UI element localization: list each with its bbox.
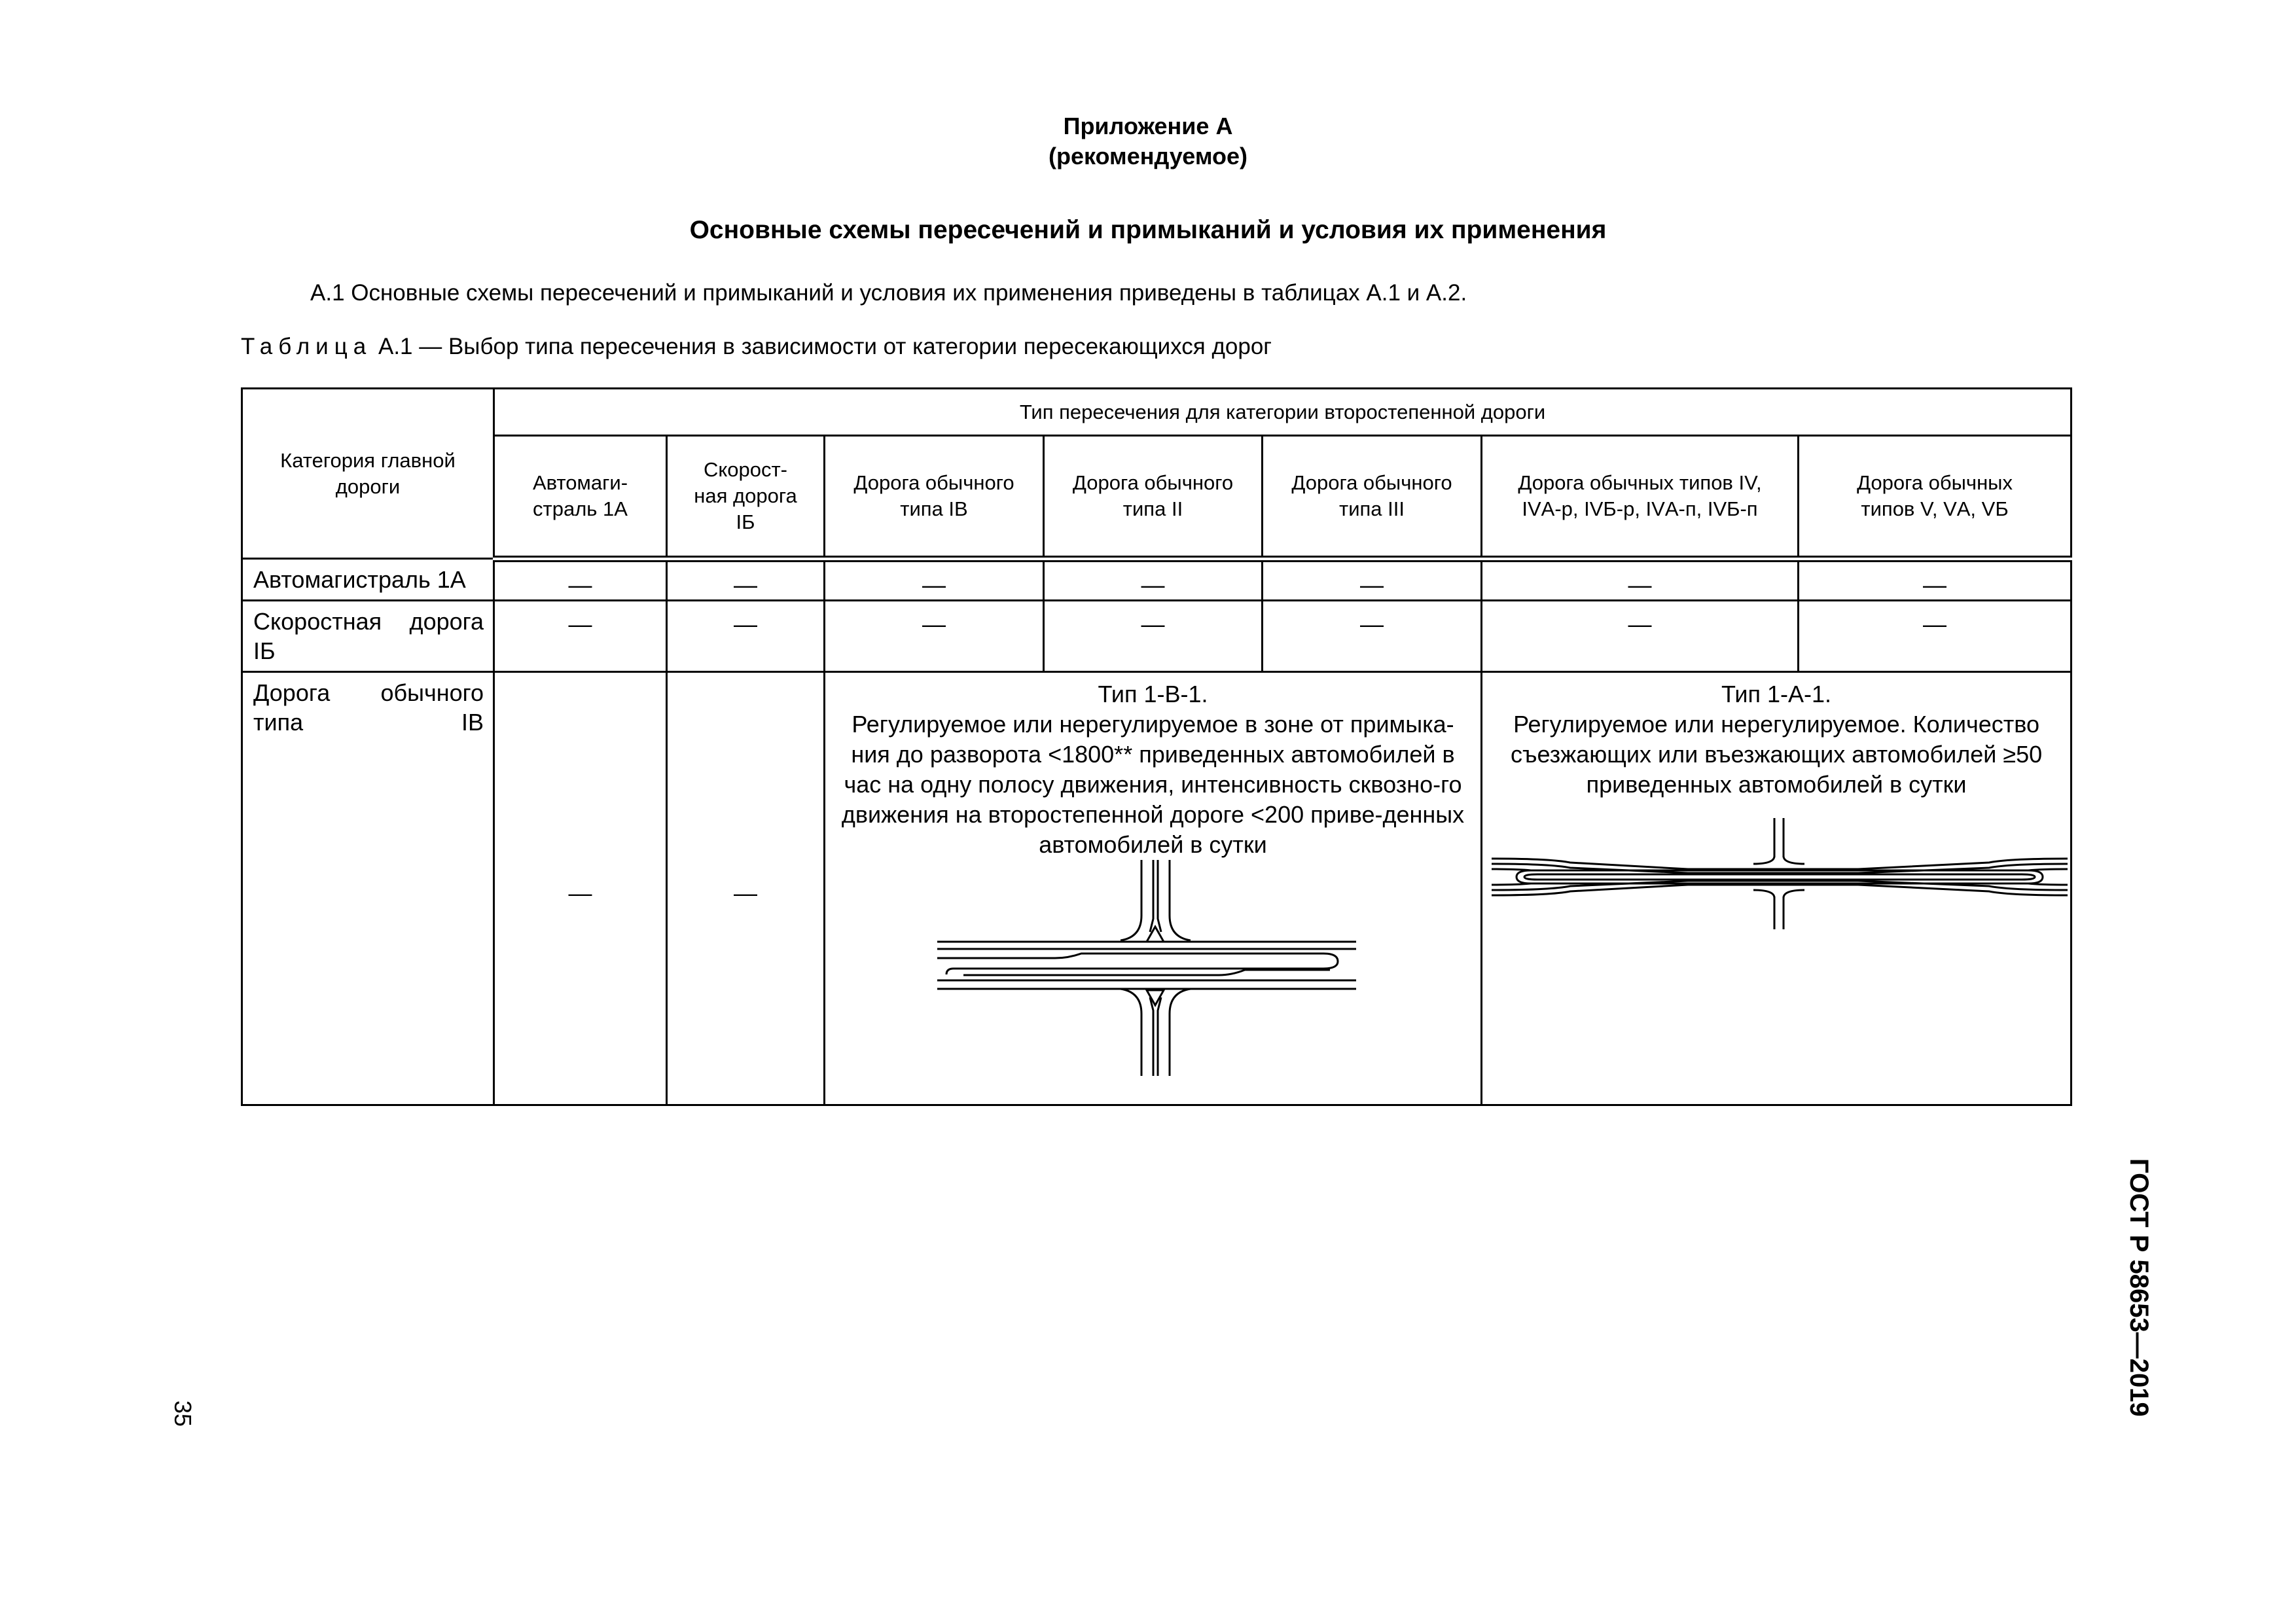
dash-cell: — <box>494 672 667 1105</box>
page-number: 35 <box>170 1400 196 1427</box>
scheme-cell-1-a-1 <box>1482 672 2072 1105</box>
scheme-description: Регулируемое или нерегулируемое. Количество съезжающих или въезжающих автомобилей ≥50 приведенных автомобилей в сутки <box>1510 711 2043 798</box>
dash-cell: — <box>1044 559 1263 601</box>
scheme-description: Регулируемое или нерегулируемое в зоне от примыка-ния до разворота <1800** приведенных автомобилей в час на одну полосу движения, интенсивность сквозно-го движения на второстепенной дороге <200 приве-денных автомобилей в сутки <box>841 711 1465 858</box>
row-header: Категория главной дороги <box>242 389 494 559</box>
column-header: Дорога обычного типа II <box>1044 436 1263 559</box>
group-header: Тип пересечения для категории второстепенной дороги <box>494 389 2072 436</box>
appendix-title: Приложение А <box>1063 113 1233 139</box>
dash-cell: — <box>667 672 825 1105</box>
column-header: Автомаги-страль 1А <box>494 436 667 559</box>
intersection-table <box>241 387 2072 1106</box>
standard-designation: ГОСТ Р 58653—2019 <box>2125 1158 2153 1417</box>
table-caption <box>241 334 1272 360</box>
table-caption-text: А.1 — Выбор типа пересечения в зависимости от категории пересекающихся дорог <box>378 334 1272 359</box>
table-row <box>242 601 2072 672</box>
column-header: Дорога обычных типов IV, IVА-р, IVБ-р, IVА-п, IVБ-п <box>1482 436 1799 559</box>
dash-cell: — <box>825 601 1044 672</box>
dash-cell: — <box>1263 601 1482 672</box>
dash-cell: — <box>1482 559 1799 601</box>
row-label: Скоростная дорога IБ <box>242 601 494 672</box>
dash-cell: — <box>1799 601 2072 672</box>
column-header: Дорога обычных типов V, VА, VБ <box>1799 436 2072 559</box>
dash-cell: — <box>667 601 825 672</box>
scheme-1-a-1-diagram <box>1492 818 2068 936</box>
scheme-title: Тип 1-А-1. <box>1721 681 1832 707</box>
column-header: Дорога обычного типа III <box>1263 436 1482 559</box>
dash-cell: — <box>1263 559 1482 601</box>
table-row <box>242 559 2072 601</box>
row-label: Дорога обычного типа IВ <box>242 672 494 1105</box>
dash-cell: — <box>494 601 667 672</box>
appendix-heading <box>0 111 2296 171</box>
section-title: Основные схемы пересечений и примыканий и условия их применения <box>689 216 1607 244</box>
appendix-status: (рекомендуемое) <box>1049 143 1247 169</box>
dash-cell: — <box>667 559 825 601</box>
table-caption-label: Таблица <box>241 334 372 359</box>
column-header: Скорост-ная дорога IБ <box>667 436 825 559</box>
column-header: Дорога обычного типа IВ <box>825 436 1044 559</box>
row-label: Автомагистраль 1А <box>242 559 494 601</box>
table-row <box>242 672 2072 1105</box>
dash-cell: — <box>1799 559 2072 601</box>
dash-cell: — <box>1482 601 1799 672</box>
intro-paragraph: А.1 Основные схемы пересечений и примыканий и условия их применения приведены в таблицах А.1 и А.2. <box>310 280 1467 306</box>
dash-cell: — <box>1044 601 1263 672</box>
scheme-1-v-1-diagram <box>937 860 1369 1076</box>
scheme-title: Тип 1-В-1. <box>1098 681 1208 707</box>
dash-cell: — <box>825 559 1044 601</box>
scheme-cell-1-v-1 <box>825 672 1482 1105</box>
dash-cell: — <box>494 559 667 601</box>
